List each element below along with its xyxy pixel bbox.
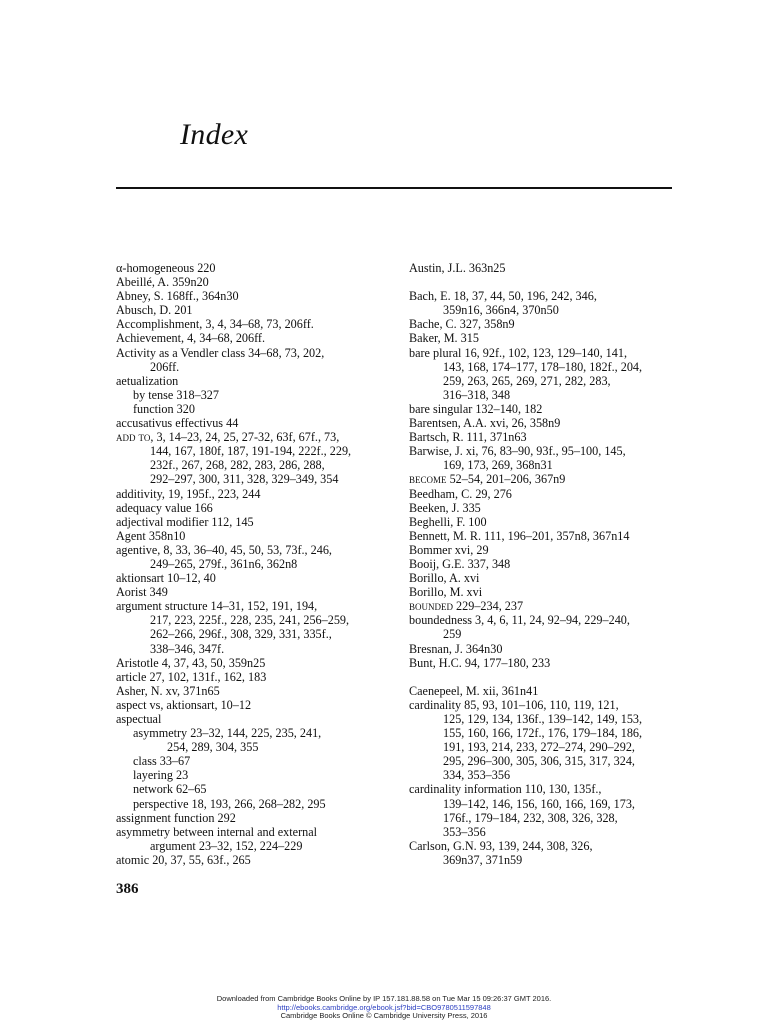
title-rule — [116, 187, 672, 189]
index-entry: 144, 167, 180f, 187, 191-194, 222f., 229, — [150, 444, 352, 459]
index-subentry: asymmetry 23–32, 144, 225, 235, 241, — [133, 726, 322, 741]
index-entry: Bach, E. 18, 37, 44, 50, 196, 242, 346, — [409, 289, 597, 304]
index-entry: adequacy value 166 — [116, 500, 213, 515]
index-entry: adjectival modifier 112, 145 — [116, 514, 254, 529]
index-column-left — [116, 261, 378, 867]
index-subentry: network 62–65 — [133, 782, 207, 797]
index-entry: 369n37, 371n59 — [443, 852, 523, 867]
index-entry: add to, 3, 14–23, 24, 25, 27-32, 63f, 67f., 73, — [116, 430, 340, 445]
index-entry: aspect vs, aktionsart, 10–12 — [116, 697, 252, 712]
index-entry: 353–356 — [443, 824, 486, 839]
index-entry: Bunt, H.C. 94, 177–180, 233 — [409, 655, 551, 670]
index-entry: agentive, 8, 33, 36–40, 45, 50, 53, 73f., 246, — [116, 542, 332, 557]
index-entry: aspectual — [116, 712, 162, 726]
index-entry: 232f., 267, 268, 282, 283, 286, 288, — [150, 458, 325, 473]
index-entry: Asher, N. xv, 371n65 — [116, 683, 220, 698]
index-entry: cardinality information 110, 130, 135f., — [409, 782, 602, 797]
index-entry: 249–265, 279f., 361n6, 362n8 — [150, 556, 298, 571]
index-entry: bare plural 16, 92f., 102, 123, 129–140, 141, — [409, 345, 627, 360]
index-entry: 169, 173, 269, 368n31 — [443, 458, 553, 473]
index-entry: 143, 168, 174–177, 178–180, 182f., 204, — [443, 359, 643, 374]
index-entry: 206ff. — [150, 359, 180, 374]
footer-download-info: Downloaded from Cambridge Books Online by IP 157.181.88.58 on Tue Mar 15 09:26:37 GMT 2016. — [216, 994, 552, 1003]
index-entry: additivity, 19, 195f., 223, 244 — [116, 486, 261, 501]
index-entry: 125, 129, 134, 136f., 139–142, 149, 153, — [443, 712, 643, 726]
index-entry: Bache, C. 327, 358n9 — [409, 317, 515, 332]
index-entry: Accomplishment, 3, 4, 34–68, 73, 206ff. — [116, 317, 314, 332]
index-entry: aetualization — [116, 373, 179, 388]
index-entry: 359n16, 366n4, 370n50 — [443, 303, 559, 318]
index-entry: Borillo, A. xvi — [409, 571, 480, 586]
index-entry: asymmetry between internal and external — [116, 824, 318, 839]
index-entry: Bartsch, R. 111, 371n63 — [409, 430, 527, 445]
index-entry: Carlson, G.N. 93, 139, 244, 308, 326, — [409, 838, 593, 853]
small-caps-headword: add to — [116, 430, 151, 445]
index-entry: 139–142, 146, 156, 160, 166, 169, 173, — [443, 796, 635, 811]
index-subentry: class 33–67 — [133, 754, 191, 769]
download-footer — [0, 995, 768, 1021]
index-subentry: layering 23 — [133, 768, 189, 783]
index-entry: Abeillé, A. 359n20 — [116, 275, 209, 290]
index-entry: boundedness 3, 4, 6, 11, 24, 92–94, 229–240, — [409, 613, 630, 628]
index-entry: 292–297, 300, 311, 328, 329–349, 354 — [150, 472, 339, 487]
index-entry: Bennett, M. R. 111, 196–201, 357n8, 367n14 — [409, 528, 630, 543]
index-subentry: 254, 289, 304, 355 — [167, 740, 259, 755]
index-entry: Booij, G.E. 337, 348 — [409, 556, 511, 571]
page-number: 386 — [116, 881, 139, 897]
index-entry: 176f., 179–184, 232, 308, 326, 328, — [443, 810, 618, 825]
index-entry: bare singular 132–140, 182 — [409, 401, 543, 416]
index-entry: 259 — [443, 627, 462, 642]
index-entry: Beeken, J. 335 — [409, 500, 481, 515]
index-entry: Beedham, C. 29, 276 — [409, 486, 512, 501]
index-entry: 316–318, 348 — [443, 387, 511, 402]
index-entry: atomic 20, 37, 55, 63f., 265 — [116, 852, 251, 867]
index-entry: Bresnan, J. 364n30 — [409, 641, 503, 656]
index-entry: Barentsen, A.A. xvi, 26, 358n9 — [409, 416, 561, 431]
index-entry: Borillo, M. xvi — [409, 585, 483, 600]
footer-ebook-link[interactable]: http://ebooks.cambridge.org/ebook.jsf?bid=CBO9780511597848 — [277, 1002, 491, 1012]
index-entry: Austin, J.L. 363n25 — [409, 261, 506, 275]
index-entry: Baker, M. 315 — [409, 331, 479, 346]
index-entry: Activity as a Vendler class 34–68, 73, 202, — [116, 345, 325, 360]
index-entry: 155, 160, 166, 172f., 176, 179–184, 186, — [443, 726, 643, 741]
small-caps-headword: become — [409, 472, 447, 487]
index-entry: Abusch, D. 201 — [116, 303, 193, 318]
index-entry: argument structure 14–31, 152, 191, 194, — [116, 599, 318, 614]
index-entry: 217, 223, 225f., 228, 235, 241, 256–259, — [150, 613, 350, 628]
index-entry: Caenepeel, M. xii, 361n41 — [409, 683, 539, 698]
index-entry: bounded 229–234, 237 — [409, 599, 524, 614]
index-entry: Achievement, 4, 34–68, 206ff. — [116, 331, 266, 346]
page-title: Index — [180, 118, 249, 151]
index-entry: 259, 263, 265, 269, 271, 282, 283, — [443, 373, 611, 388]
footer-copyright: Cambridge Books Online © Cambridge University Press, 2016 — [280, 1011, 488, 1021]
index-column-right — [409, 261, 671, 867]
index-entry: article 27, 102, 131f., 162, 183 — [116, 669, 267, 684]
index-subentry: by tense 318–327 — [133, 387, 219, 402]
index-entry: Abney, S. 168ff., 364n30 — [116, 289, 239, 304]
small-caps-headword: bounded — [409, 599, 453, 614]
index-entry: aktionsart 10–12, 40 — [116, 571, 216, 586]
index-entry: 295, 296–300, 305, 306, 315, 317, 324, — [443, 754, 635, 769]
index-entry: 334, 353–356 — [443, 768, 511, 783]
index-subentry: perspective 18, 193, 266, 268–282, 295 — [133, 796, 326, 811]
index-entry: α-homogeneous 220 — [116, 261, 216, 275]
index-entry: 338–346, 347f. — [150, 641, 225, 656]
index-entry: cardinality 85, 93, 101–106, 110, 119, 121, — [409, 697, 619, 712]
index-entry: Beghelli, F. 100 — [409, 514, 487, 529]
index-entry: 262–266, 296f., 308, 329, 331, 335f., — [150, 627, 332, 642]
index-entry: Bommer xvi, 29 — [409, 542, 489, 557]
index-entry: assignment function 292 — [116, 810, 236, 825]
index-subentry: function 320 — [133, 401, 195, 416]
index-entry: Agent 358n10 — [116, 528, 186, 543]
index-entry: Barwise, J. xi, 76, 83–90, 93f., 95–100, 145, — [409, 444, 626, 459]
index-entry: 191, 193, 214, 233, 272–274, 290–292, — [443, 740, 635, 755]
index-entry: become 52–54, 201–206, 367n9 — [409, 472, 566, 487]
index-entry: Aristotle 4, 37, 43, 50, 359n25 — [116, 655, 266, 670]
index-entry: argument 23–32, 152, 224–229 — [150, 838, 303, 853]
index-entry: accusativus effectivus 44 — [116, 416, 239, 431]
index-entry: Aorist 349 — [116, 585, 168, 600]
